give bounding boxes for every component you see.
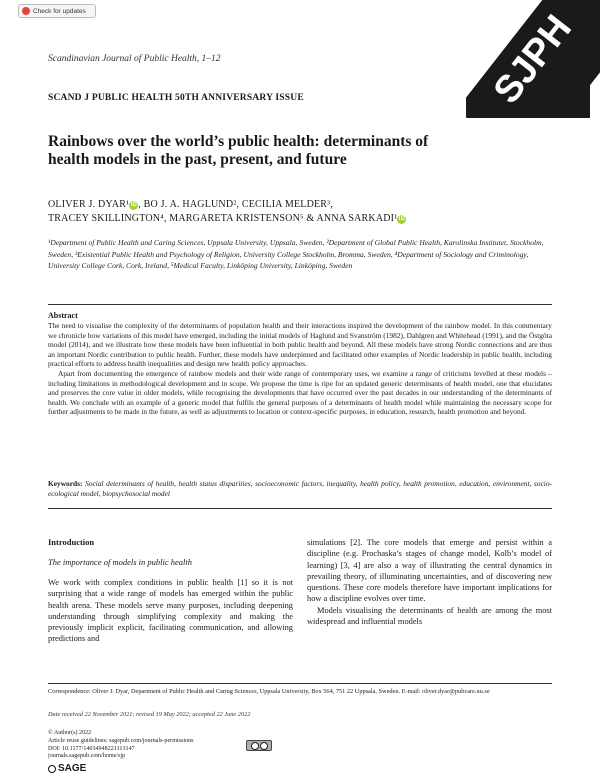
divider — [48, 304, 552, 305]
keywords — [48, 479, 552, 499]
check-for-updates-badge[interactable] — [18, 4, 96, 18]
subsection-heading: The importance of models in public health — [48, 557, 193, 567]
check-updates-label: Check for updates — [33, 7, 86, 15]
journal-logo — [466, 0, 600, 118]
divider — [48, 508, 552, 509]
keywords-label: Keywords: — [48, 479, 83, 488]
orcid-icon[interactable]: iD — [398, 216, 406, 222]
section-heading: Introduction — [48, 537, 95, 547]
publisher-name: SAGE — [58, 763, 87, 774]
copyright-line: © Author(s) 2022 — [48, 730, 92, 736]
article-title: Rainbows over the world’s public health: determinants of health models in the past, present, and future — [48, 133, 429, 168]
body-column-right — [307, 537, 552, 627]
abstract-paragraph: Apart from documenting the emergence of rainbow models and their wide range of contemporary uses, we examine a range of criticisms levelled at these models – including limitations in methodological development and in scope. We propose the time is ripe for an updated generic determinants of health model, one that elucidates and preserves the core value in older models, while recognising the developments that have occurred over the past decades in our understanding of the determinants of health. We conclude with an example of a generic model that fulfils the general purposes of a determinants of health model while maintaining the necessary scope for further adjustments to be made in the future, as well as adjustments to location or context-specific purposes, in education, research, health promotion and beyond. — [48, 368, 552, 417]
author-line-1: OLIVER J. DYAR¹ — [48, 199, 130, 210]
publisher-logo — [48, 763, 86, 774]
cc-icon — [251, 742, 259, 750]
affiliations: ¹Department of Public Health and Caring Sciences, Uppsala University, Uppsala, Sweden, ²Department of Global Public Health, Karolinska Institutet, Stockholm, Sweden, ³Existential Public Health and Psychology of Religion, University College Stockholm, Bromma, Sweden, ⁴Department of Sociology and Criminology, University College Cork, Cork, Ireland, ⁵Medical Faculty, Linköping University, Linköping, Sweden — [48, 238, 544, 270]
body-column-left — [48, 537, 293, 645]
body-paragraph: Models visualising the determinants of health are among the most widespread and influential models — [307, 605, 552, 627]
journal-home-link[interactable]: journals.sagepub.com/home/sjp — [48, 753, 126, 760]
issue-label: SCAND J PUBLIC HEALTH 50TH ANNIVERSARY ISSUE — [48, 93, 304, 103]
by-icon — [260, 742, 268, 750]
correspondence: Correspondence: Oliver J. Dyar, Department of Public Health and Caring Sciences, Uppsala University, Box 564, 751 22 Uppsala, Sweden. E-mail: oliver.dyar@pubcare.uu.se — [48, 688, 490, 695]
author-line-2: TRACEY SKILLINGTON⁴, MARGARETA KRISTENSON⁵ & ANNA SARKADI¹ — [48, 213, 398, 224]
reuse-link[interactable]: Article reuse guidelines: sagepub.com/journals-permissions — [48, 737, 194, 744]
journal-citation: Scandinavian Journal of Public Health, 1–12 — [48, 54, 221, 64]
footer-divider — [48, 683, 552, 684]
body-paragraph: simulations [2]. The core models that emerge and persist within a discipline (e.g. Prochaska’s stages of change model, Kolb’s model of learning) [3, 4] are also a way of illustrating the central dynamics in prevailing theory, of illuminating uncertainties, and of discovering new questions. These core models therefore have important implications for how a discipline evolves over time. — [307, 538, 552, 604]
creative-commons-icon[interactable] — [246, 740, 272, 751]
abstract-paragraph: The need to visualise the complexity of the determinants of population health and their interactions inspired the development of the rainbow model. In this commentary we chronicle how variations of this model have emerged, including the initial models of Haglund and Svanström (1982), Dahlgren and Whitehead (1991), and the Östgöta model (2014), and we illustrate how these models have been influential in both public health and beyond. All these models have strong Nordic connections and are thus an important Nordic contribution to public health. Further, these models have underpinned and facilitated other examples of Nordic leadership in public health, including practical efforts to address health inequalities and design new health policy approaches. — [48, 321, 553, 369]
abstract-body — [48, 321, 552, 417]
author-list — [48, 198, 528, 226]
orcid-icon[interactable]: iD — [130, 202, 137, 208]
crossmark-icon — [22, 7, 30, 15]
doi-link[interactable]: DOI: 10.1177/14034948221113147 — [48, 745, 135, 752]
keywords-text: Social determinants of health, health status disparities, socioeconomic factors, inequality, health policy, health promotion, education, environment, socio-ecological model, biopsychosocial model — [48, 479, 552, 498]
copyright-block — [48, 730, 348, 761]
article-dates: Date received 22 November 2021; revised 19 May 2022; accepted 22 June 2022 — [48, 711, 251, 718]
journal-logo-text: SJPH — [485, 7, 580, 112]
author-line-1b: , BO J. A. HAGLUND², CECILIA MELDER³, — [138, 199, 334, 210]
abstract-heading: Abstract — [48, 311, 78, 320]
sage-logo-icon — [48, 765, 56, 773]
body-paragraph: We work with complex conditions in public health [1] so it is not surprising that a wide range of models has emerged within the public health arena. These models serve many purposes, including deepening understanding through simplifying complexity and making the previously implicit explicit, facilitating communication, and allowing predictions and — [48, 578, 293, 644]
